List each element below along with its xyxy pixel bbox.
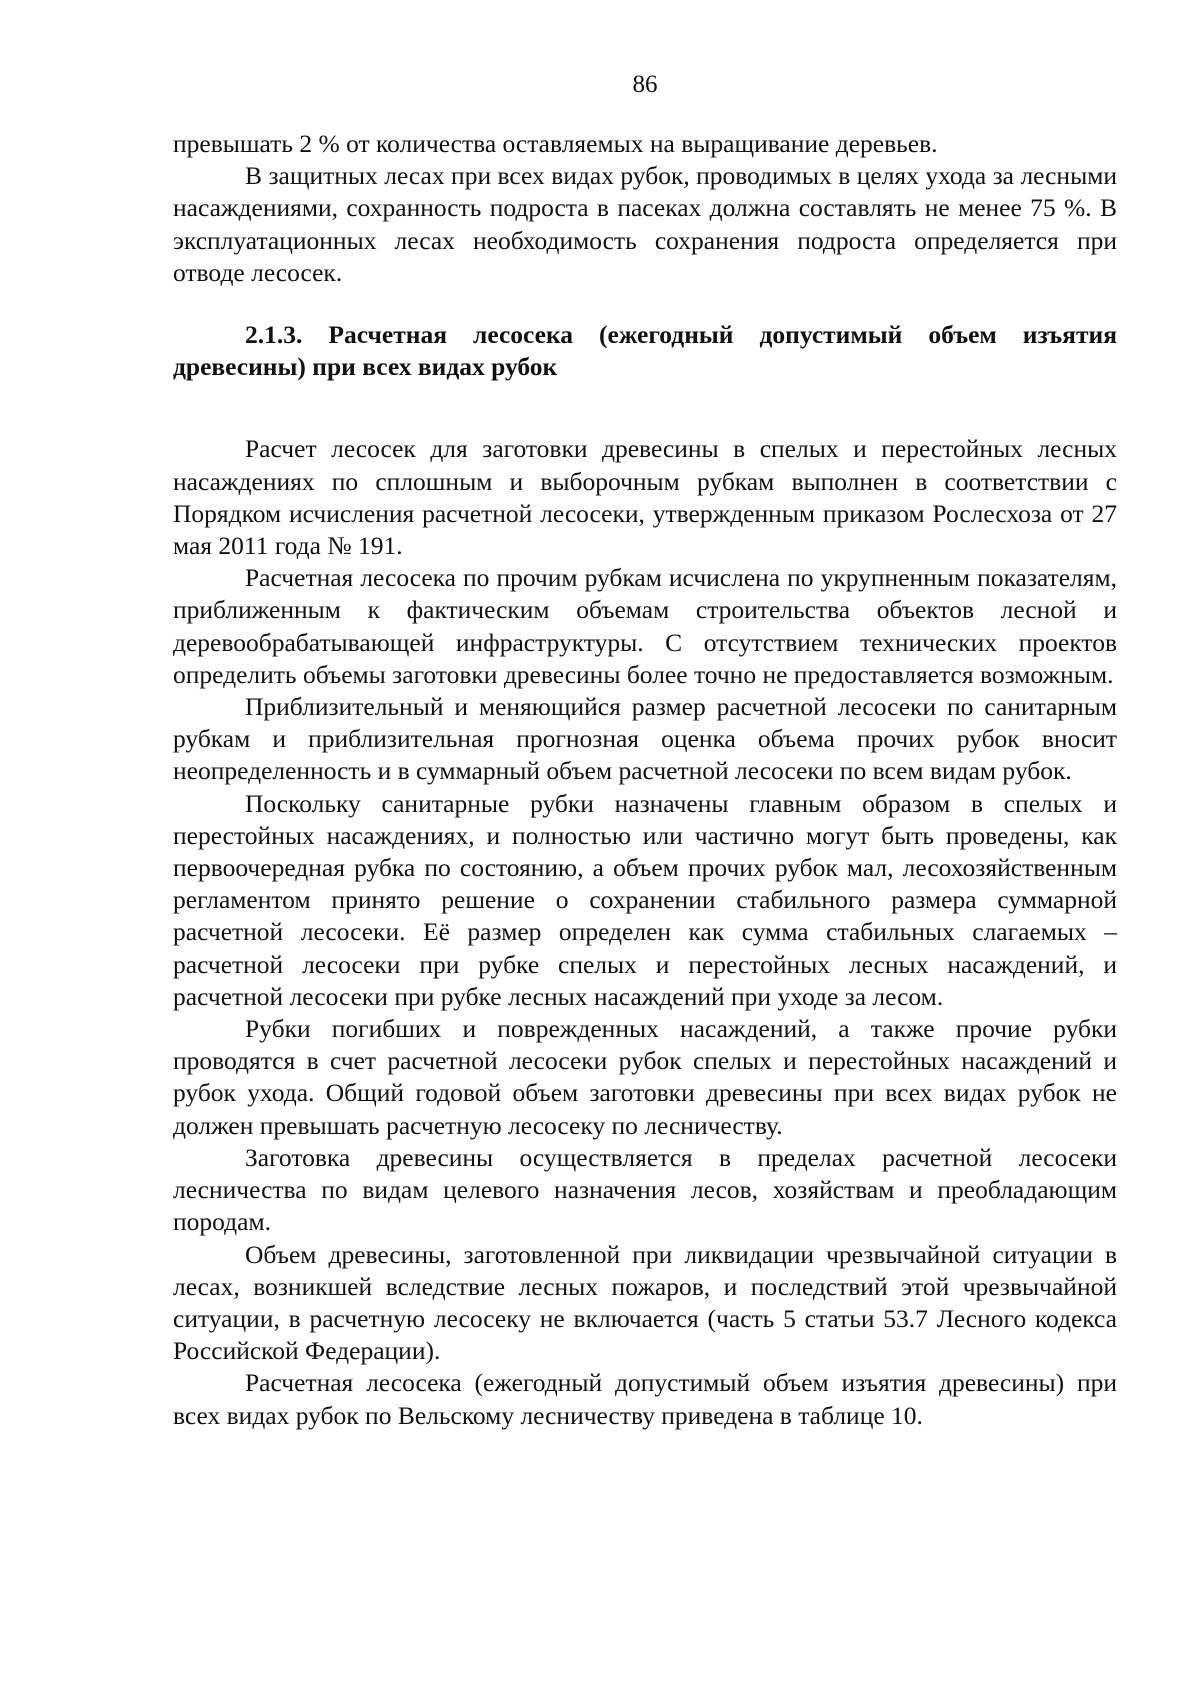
paragraph-harvesting-limits: Заготовка древесины осуществляется в пределах расчетной лесосеки лесничества по видам целевого назначения лесов, хозяйствам и преобладающим породам. bbox=[173, 1142, 1117, 1237]
paragraph-sanitary-fellings: Поскольку санитарные рубки назначены главным образом в спелых и перестойных насаждениях, и полностью или частично могут быть проведены, как первоочередная рубка по состоянию, а объем прочих рубок мал, лесохозяйственным регламентом принято решение о сохранении стабильного размера суммарной расчетной лесосеки. Её размер определен как сумма стабильных слагаемых – расчетной лесосеки при рубке спелых и перестойных лесных насаждений, и расчетной лесосеки при рубке лесных насаждений при уходе за лесом. bbox=[173, 788, 1117, 1011]
paragraph-protective-forests: В защитных лесах при всех видах рубок, проводимых в целях ухода за лесными насаждениями, сохранность подроста в пасеках должна составлять не менее 75 %. В эксплуатационных лесах необходимость сохранения подроста определяется при отводе лесосек. bbox=[173, 161, 1117, 287]
paragraph-continuation: превышать 2 % от количества оставляемых на выращивание деревьев. bbox=[173, 129, 938, 158]
paragraph-uncertainty: Приблизительный и меняющийся размер расчетной лесосеки по санитарным рубкам и приблизительная прогнозная оценка объема прочих рубок вносит неопределенность и в суммарный объем расчетной лесосеки по всем видам рубок. bbox=[173, 692, 1117, 786]
paragraph-table-reference: Расчетная лесосека (ежегодный допустимый объем изъятия древесины) при всех видах рубок по Вельскому лесничеству приведена в таблице 10. bbox=[173, 1368, 1117, 1430]
section-heading: 2.1.3. Расчетная лесосека (ежегодный допустимый объем изъятия древесины) при всех видах рубок bbox=[173, 320, 1117, 382]
paragraph-calculation-basis: Расчет лесосек для заготовки древесины в спелых и перестойных лесных насаждениях по сплошным и выборочным рубкам выполнен в соответствии с Порядком исчисления расчетной лесосеки, утвержденным приказом Рослесхоза от 27 мая 2011 года № 191. bbox=[173, 434, 1117, 561]
page-number: 86 bbox=[632, 71, 658, 98]
paragraph-damaged-stands: Рубки погибших и поврежденных насаждений, а также прочие рубки проводятся в счет расчетной лесосеки рубок спелых и перестойных насаждений и рубок ухода. Общий годовой объем заготовки древесины при всех видах рубок не должен превышать расчетную лесосеку по лесничеству. bbox=[173, 1014, 1117, 1140]
document-body bbox=[173, 128, 1117, 1432]
spacer bbox=[173, 383, 1117, 433]
spacer bbox=[173, 289, 1117, 319]
paragraph-emergency-volume: Объем древесины, заготовленной при ликвидации чрезвычайной ситуации в лесах, возникшей вследствие лесных пожаров, и последствий этой чрезвычайной ситуации, в расчетную лесосеку не включается (часть 5 статьи 53.7 Лесного кодекса Российской Федерации). bbox=[173, 1239, 1117, 1366]
paragraph-other-fellings: Расчетная лесосека по прочим рубкам исчислена по укрупненным показателям, приближенным к фактическим объемам строительства объектов лесной и деревообрабатывающей инфраструктуры. С отсутствием технических проектов определить объемы заготовки древесины более точно не предоставляется возможным. bbox=[173, 563, 1117, 689]
